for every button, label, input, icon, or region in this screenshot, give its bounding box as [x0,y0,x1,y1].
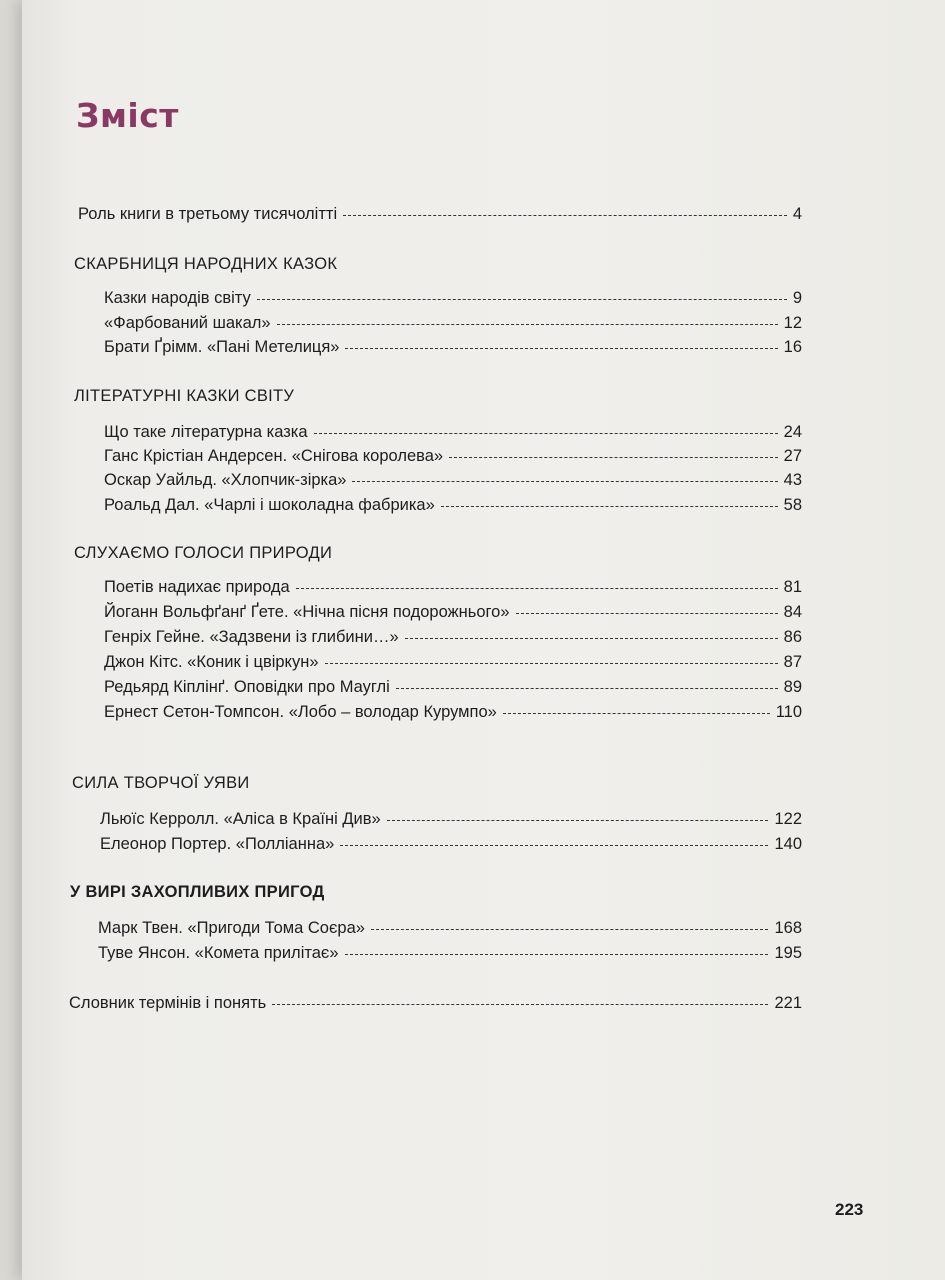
toc-entry-page: 58 [783,496,802,514]
section-heading: У ВИРІ ЗАХОПЛИВИХ ПРИГОД [70,883,325,901]
toc-entry-page: 24 [783,423,802,441]
toc-entry [104,312,802,334]
section-heading: ЛІТЕРАТУРНІ КАЗКИ СВІТУ [74,387,295,405]
toc-entry [104,445,802,467]
toc-leader [405,638,778,639]
toc-entry-label: Ернест Сетон-Томпсон. «Лобо – володар Курумпо» [104,703,497,721]
toc-leader [503,713,770,714]
toc-entry-page: 89 [783,678,802,696]
toc-entry-label: Ганс Крістіан Андерсен. «Снігова королева» [104,447,444,465]
toc-entry-page: 84 [783,603,802,621]
toc-entry-label: Джон Кітс. «Коник і цвіркун» [104,653,319,671]
toc-entry-label: Генріх Гейне. «Задзвени із глибини…» [104,628,399,646]
toc-entry-label: Марк Твен. «Пригоди Тома Соєра» [98,919,365,937]
toc-entry [104,676,802,698]
toc-entry-page: 43 [783,471,802,489]
toc-entry-label: Йоганн Вольфґанґ Ґете. «Нічна пісня подорожнього» [104,603,510,621]
toc-entry-page: 221 [774,994,802,1012]
toc-entry [104,626,802,648]
toc-entry-label: Льюїс Керролл. «Аліса в Країні Див» [100,810,381,828]
toc-entry-label: Оскар Уайльд. «Хлопчик-зірка» [104,471,347,489]
toc-entry-page: 27 [783,447,802,465]
toc-entry-label: «Фарбований шакал» [104,314,271,332]
toc-entry [104,701,802,723]
section-heading: СИЛА ТВОРЧОЇ УЯВИ [72,774,250,792]
toc-entry-glossary [69,992,802,1014]
toc-entry-page: 110 [775,703,802,721]
toc-leader [449,457,778,458]
toc-entry-label: Поетів надихає природа [104,578,290,596]
toc-entry-page: 12 [783,314,802,332]
toc-entry-page: 4 [792,205,802,223]
toc-entry-label: Туве Янсон. «Комета прилітає» [98,944,339,962]
toc-entry [98,917,802,939]
toc-leader [516,613,778,614]
toc-entry-page: 122 [774,810,802,828]
toc-entry-page: 195 [774,944,802,962]
toc-entry [104,336,802,358]
toc-entry-page: 87 [783,653,802,671]
toc-entry-page: 168 [774,919,802,937]
toc-entry-label: Брати Ґрімм. «Пані Метелиця» [104,338,340,356]
toc-entry-label: Редьярд Кіплінґ. Оповідки про Мауглі [104,678,390,696]
toc-entry [100,808,802,830]
toc-entry-label: Роальд Дал. «Чарлі і шоколадна фабрика» [104,496,435,514]
toc-leader [343,215,787,216]
toc-leader [296,588,778,589]
toc-entry-page: 16 [783,338,802,356]
toc-entry [98,942,802,964]
toc-leader [345,348,777,349]
toc-leader [396,688,778,689]
toc-entry-page: 9 [792,289,802,307]
toc-leader [441,506,778,507]
toc-leader [272,1004,768,1005]
toc-leader [277,324,778,325]
toc-entry [104,421,802,443]
toc-entry-intro [78,203,802,225]
toc-entry-label: Казки народів світу [104,289,251,307]
toc-leader [345,954,769,955]
toc-leader [314,433,778,434]
toc-entry-label: Що таке літературна казка [104,423,308,441]
toc-leader [371,929,769,930]
section-heading: СЛУХАЄМО ГОЛОСИ ПРИРОДИ [74,544,333,562]
toc-entry-label: Роль книги в третьому тисячолітті [78,205,338,223]
toc-leader [340,845,768,846]
page-number: 223 [835,1200,864,1219]
toc-entry [104,651,802,673]
toc-entry [104,494,802,516]
toc-entry [104,576,802,598]
toc-entry [104,287,802,309]
section-heading: СКАРБНИЦЯ НАРОДНИХ КАЗОК [74,255,338,273]
toc-entry [100,833,802,855]
toc-entry-page: 140 [774,835,802,853]
page-title: Зміст [76,96,179,135]
toc-leader [352,481,777,482]
toc-leader [257,299,787,300]
toc-leader [387,820,769,821]
toc-leader [325,663,778,664]
toc-entry-label: Елеонор Портер. «Поллiанна» [100,835,335,853]
toc-entry-page: 86 [783,628,802,646]
toc-entry [104,601,802,623]
toc-entry-page: 81 [783,578,802,596]
toc-entry [104,469,802,491]
toc-entry-label: Словник термінів і понять [69,994,267,1012]
